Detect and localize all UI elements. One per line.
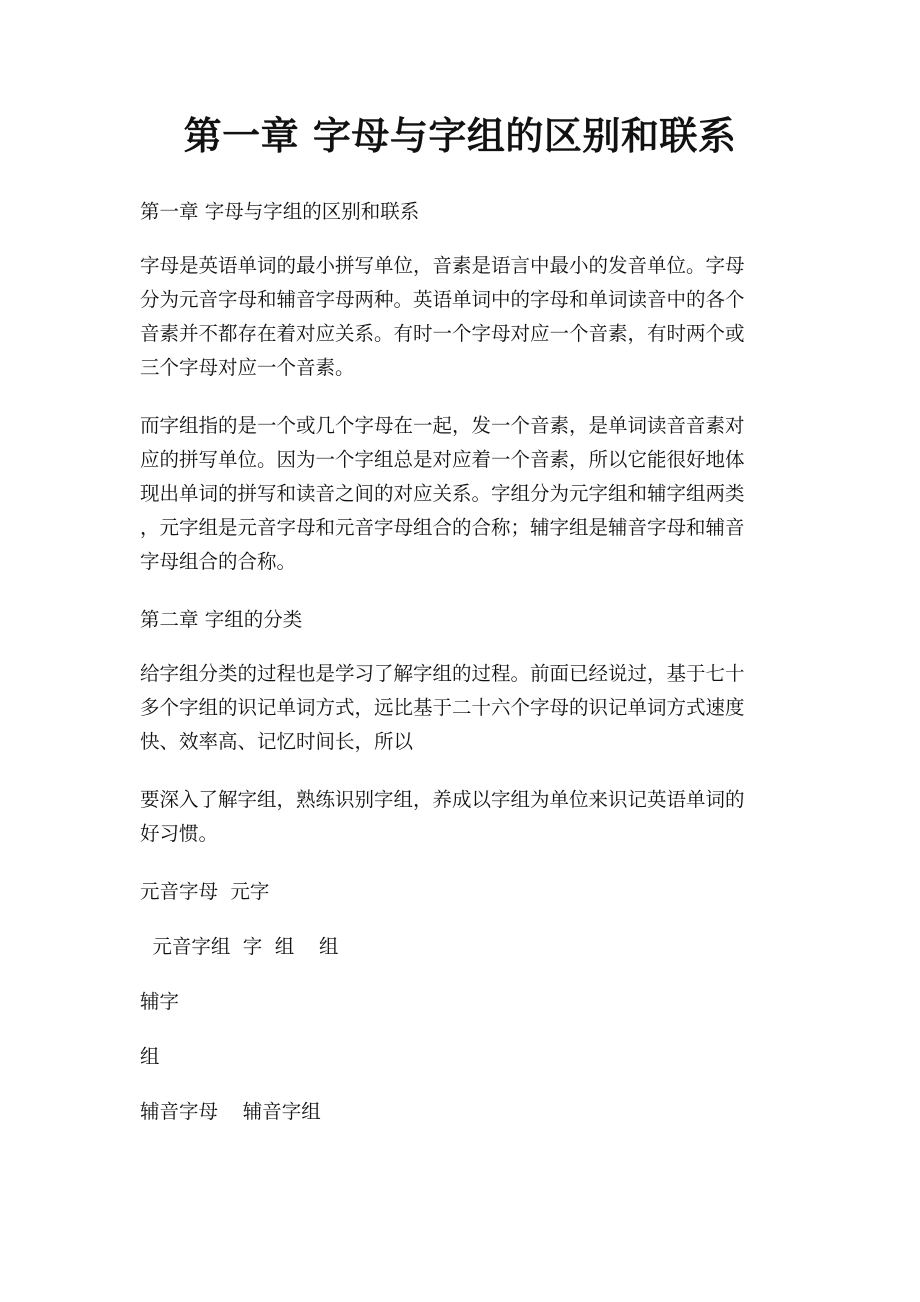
text-line: ，元字组是元音字母和元音字母组合的合称；辅字组是辅音字母和辅音 xyxy=(140,516,745,539)
text-line: 好习惯。 xyxy=(140,822,219,845)
paragraph xyxy=(140,249,784,385)
text-line: 字母组合的合称。 xyxy=(140,550,297,573)
paragraph xyxy=(140,409,784,579)
text-line: 字母是英语单词的最小拼写单位，音素是语言中最小的发音单位。字母 xyxy=(140,254,745,277)
text-line: 分为元音字母和辅音字母两种。英语单词中的字母和单词读音中的各个 xyxy=(140,288,745,311)
text-line: 要深入了解字组，熟练识别字组，养成以字组为单位来识记英语单词的 xyxy=(140,788,745,811)
classification-line: 辅字 xyxy=(140,990,180,1013)
chapter-heading xyxy=(140,603,784,637)
text-line: 音素并不都存在着对应关系。有时一个字母对应一个音素，有时两个或 xyxy=(140,322,745,345)
classification-line: 组 xyxy=(140,1045,160,1068)
text-line: 现出单词的拼写和读音之间的对应关系。字组分为元字组和辅字组两类 xyxy=(140,482,745,505)
document-title: 第一章 字母与字组的区别和联系 xyxy=(183,113,737,158)
chapter-heading xyxy=(140,195,784,229)
classification-line: 元音字母 元字 xyxy=(140,880,270,903)
classification-line: 辅音字母 辅音字组 xyxy=(140,1100,321,1123)
text-line: 多个字组的识记单词方式，远比基于二十六个字母的识记单词方式速度 xyxy=(140,696,745,719)
text-line: 快、效率高、记忆时间长，所以 xyxy=(140,730,414,753)
paragraph xyxy=(140,783,784,851)
text-line: 应的拼写单位。因为一个字组总是对应着一个音素，所以它能很好地体 xyxy=(140,448,745,471)
paragraph xyxy=(140,657,784,759)
text-line: 第二章 字组的分类 xyxy=(140,608,303,631)
text-line: 第一章 字母与字组的区别和联系 xyxy=(140,200,420,223)
text-line: 给字组分类的过程也是学习了解字组的过程。前面已经说过，基于七十 xyxy=(140,662,745,685)
text-line: 三个字母对应一个音素。 xyxy=(140,356,355,379)
text-line: 而字组指的是一个或几个字母在一起，发一个音素，是单词读音音素对 xyxy=(140,414,745,437)
document-body xyxy=(140,195,784,1150)
classification-line: 元音字组 字 组 组 xyxy=(140,935,339,958)
